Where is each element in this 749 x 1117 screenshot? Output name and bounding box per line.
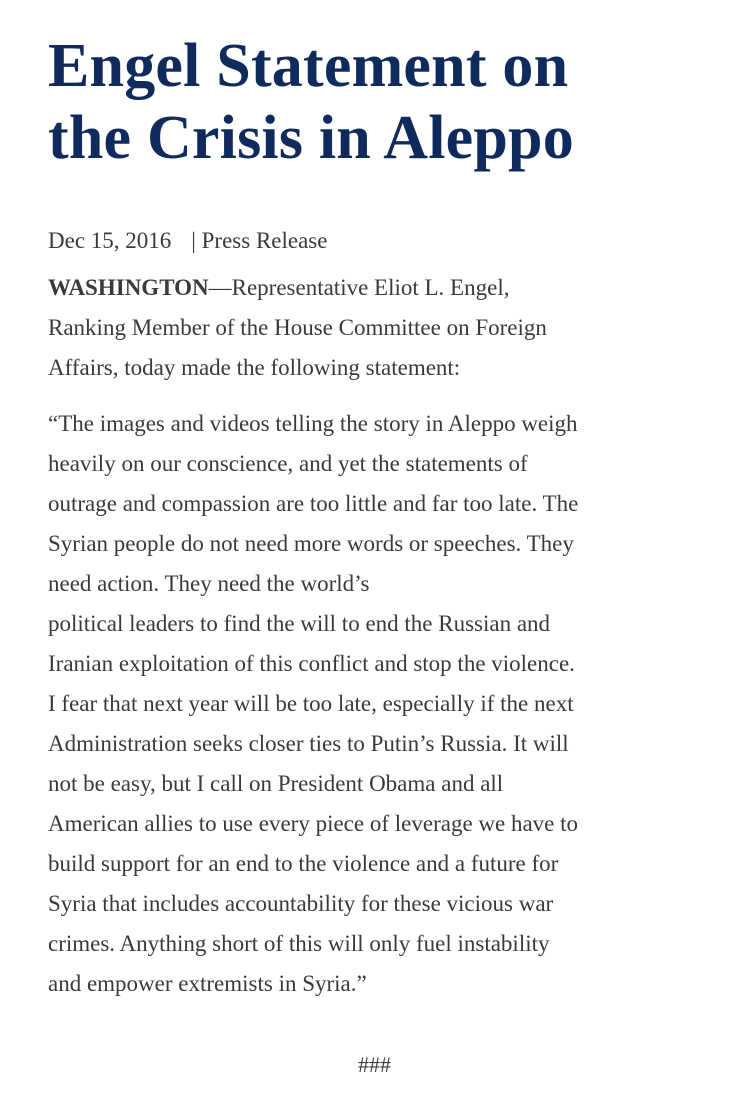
- quote-line: political leaders to find the will to end the Russian and: [48, 611, 551, 636]
- quote-line: not be easy, but I call on President Obama and all: [48, 771, 504, 796]
- quote-line: heavily on our conscience, and yet the statements of: [48, 451, 528, 476]
- quote-line: need action. They need the world’s: [48, 571, 370, 596]
- quote-line: “The images and videos telling the story in Aleppo weigh: [48, 411, 578, 436]
- intro-line: [48, 268, 718, 308]
- quote-line: Administration seeks closer ties to Putin’s Russia. It will: [48, 731, 569, 756]
- quote-line: and empower extremists in Syria.”: [48, 971, 367, 996]
- article: [48, 30, 718, 1004]
- intro-line: Affairs, today made the following statement:: [48, 355, 461, 380]
- article-meta: [48, 226, 718, 256]
- intro-line: Ranking Member of the House Committee on Foreign: [48, 315, 547, 340]
- quote-line: Syrian people do not need more words or speeches. They: [48, 531, 574, 556]
- dateline: WASHINGTON: [48, 275, 209, 300]
- quote-line: outrage and compassion are too little and far too late. The: [48, 491, 579, 516]
- quote-line: Syria that includes accountability for these vicious war: [48, 891, 554, 916]
- quote-line: build support for an end to the violence and a future for: [48, 851, 559, 876]
- intro-paragraph: [48, 268, 718, 388]
- statement-quote: [48, 404, 718, 1004]
- quote-line: I fear that next year will be too late, especially if the next: [48, 691, 574, 716]
- content-type: | Press Release: [191, 228, 328, 253]
- quote-line: crimes. Anything short of this will only fuel instability: [48, 931, 550, 956]
- title-line: the Crisis in Aleppo: [48, 104, 574, 172]
- quote-line: American allies to use every piece of leverage we have to: [48, 811, 579, 836]
- page-title: [48, 30, 718, 174]
- quote-line: Iranian exploitation of this conflict and stop the violence.: [48, 651, 575, 676]
- end-of-release-mark: ###: [358, 1052, 391, 1077]
- intro-text: —Representative Eliot L. Engel,: [208, 275, 510, 300]
- title-line: Engel Statement on: [48, 32, 569, 100]
- publish-date: Dec 15, 2016: [48, 228, 172, 253]
